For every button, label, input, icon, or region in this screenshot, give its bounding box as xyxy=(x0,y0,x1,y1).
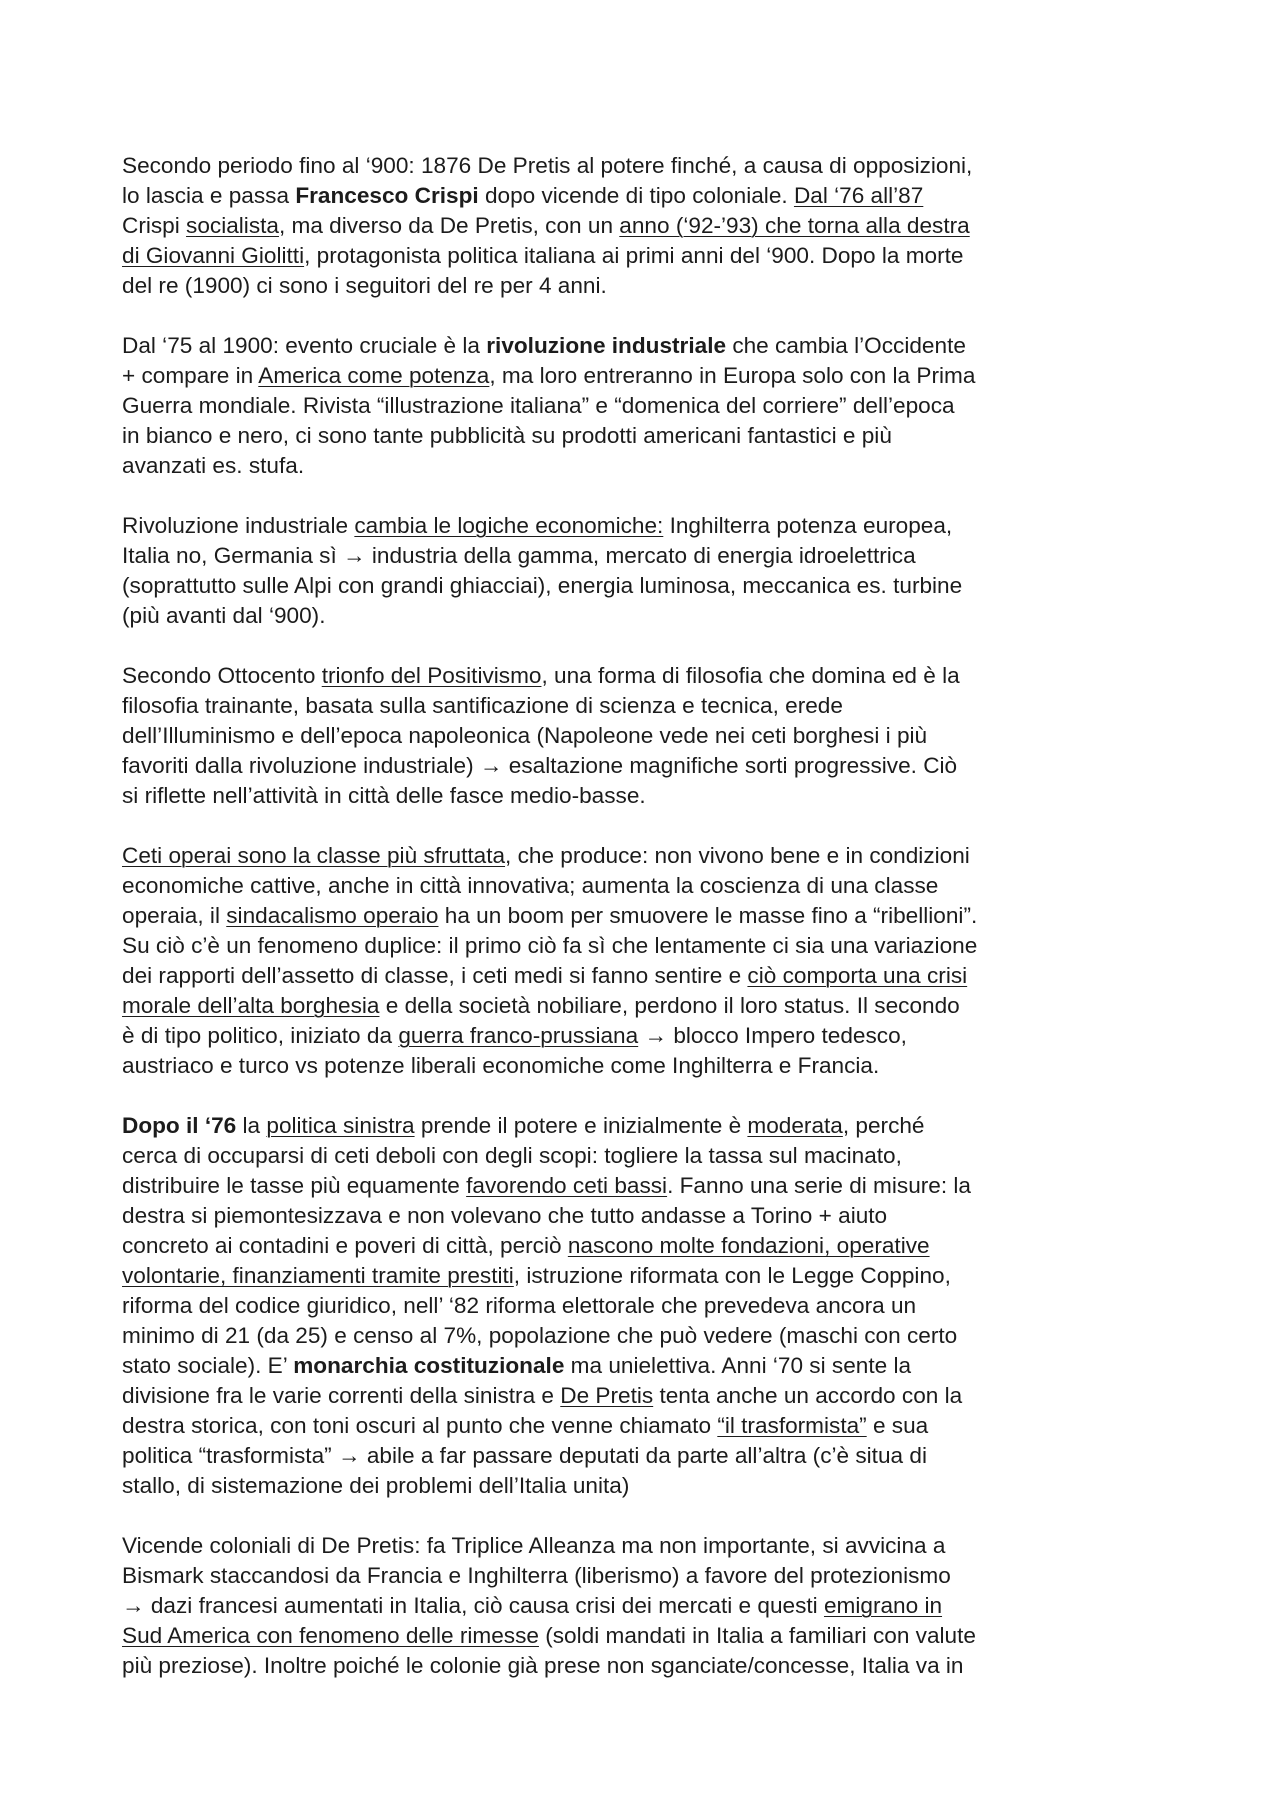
text-line xyxy=(122,1201,1122,1231)
text-run: divisione fra le varie correnti della sinistra e xyxy=(122,1383,561,1408)
text-line xyxy=(122,271,1122,301)
text-run: → blocco Impero tedesco, xyxy=(638,1023,907,1048)
text-run: austriaco e turco vs potenze liberali economiche come Inghilterra e Francia. xyxy=(122,1053,880,1078)
text-run: che cambia l’Occidente xyxy=(726,333,966,358)
text-run: (soldi mandati in Italia a familiari con valute xyxy=(538,1623,976,1648)
bold-text: rivoluzione industriale xyxy=(486,333,727,358)
text-line xyxy=(122,1021,1122,1051)
text-line xyxy=(122,841,1122,871)
text-line xyxy=(122,1621,1122,1651)
text-line xyxy=(122,1651,1122,1681)
text-line xyxy=(122,421,1122,451)
text-line xyxy=(122,661,1122,691)
text-run: (soprattutto sulle Alpi con grandi ghiacciai), energia luminosa, meccanica es. turbine xyxy=(122,573,963,598)
text-line xyxy=(122,181,1122,211)
text-run: Bismark staccandosi da Francia e Inghilterra (liberismo) a favore del protezionismo xyxy=(122,1563,951,1588)
text-line xyxy=(122,391,1122,421)
underlined-text: emigrano in xyxy=(823,1593,943,1618)
text-run: minimo di 21 (da 25) e censo al 7%, popolazione che può vedere (maschi con certo xyxy=(122,1323,958,1348)
text-run: filosofia trainante, basata sulla santificazione di scienza e tecnica, erede xyxy=(122,693,843,718)
paragraph xyxy=(122,511,1122,631)
text-line xyxy=(122,451,1122,481)
text-run: dopo vicende di tipo coloniale. xyxy=(478,183,794,208)
text-run: politica “trasformista” → abile a far passare deputati da parte all’altra (c’è situa di xyxy=(122,1443,927,1468)
text-run: + compare in xyxy=(122,363,259,388)
underlined-text: ciò comporta una crisi xyxy=(747,963,968,988)
text-run: Secondo Ottocento xyxy=(122,663,322,688)
text-run: Dal ‘75 al 1900: evento cruciale è la xyxy=(122,333,487,358)
text-run: ma unielettiva. Anni ‘70 si sente la xyxy=(564,1353,912,1378)
bold-text: monarchia costituzionale xyxy=(293,1353,565,1378)
text-line xyxy=(122,361,1122,391)
text-run: Secondo periodo fino al ‘900: 1876 De Pretis al potere finché, a causa di opposizioni, xyxy=(122,153,973,178)
text-run: avanzati es. stufa. xyxy=(122,453,305,478)
underlined-text: Sud America con fenomeno delle rimesse xyxy=(122,1623,539,1648)
text-line xyxy=(122,1531,1122,1561)
underlined-text: cambia le logiche economiche: xyxy=(354,513,664,538)
text-run: e sua xyxy=(866,1413,929,1438)
text-run: Crispi xyxy=(122,213,187,238)
text-run: , perché xyxy=(842,1113,925,1138)
underlined-text: Dal ‘76 all’87 xyxy=(793,183,924,208)
underlined-text: anno (‘92-’93) che torna alla destra xyxy=(619,213,970,238)
text-line xyxy=(122,1411,1122,1441)
text-line xyxy=(122,1171,1122,1201)
paragraph xyxy=(122,841,1122,1081)
text-line xyxy=(122,331,1122,361)
underlined-text: guerra franco-prussiana xyxy=(398,1023,639,1048)
text-run: , protagonista politica italiana ai primi anni del ‘900. Dopo la morte xyxy=(304,243,964,268)
underlined-text: De Pretis xyxy=(560,1383,654,1408)
text-line xyxy=(122,1441,1122,1471)
underlined-text: morale dell’alta borghesia xyxy=(122,993,380,1018)
text-run: del re (1900) ci sono i seguitori del re per 4 anni. xyxy=(122,273,607,298)
text-run: Rivoluzione industriale xyxy=(122,513,355,538)
underlined-text: “il trasformista” xyxy=(717,1413,867,1438)
underlined-text: trionfo del Positivismo xyxy=(321,663,542,688)
underlined-text: Ceti operai sono la classe più sfruttata xyxy=(122,843,506,868)
text-run: concreto ai contadini e poveri di città, perciò xyxy=(122,1233,568,1258)
text-run: dell’Illuminismo e dell’epoca napoleonica (Napoleone vede nei ceti borghesi i più xyxy=(122,723,928,748)
text-run: (più avanti dal ‘900). xyxy=(122,603,326,628)
text-line xyxy=(122,961,1122,991)
underlined-text: moderata xyxy=(747,1113,843,1138)
text-line xyxy=(122,1261,1122,1291)
underlined-text: sindacalismo operaio xyxy=(226,903,439,928)
text-run: Guerra mondiale. Rivista “illustrazione italiana” e “domenica del corriere” dell’epoca xyxy=(122,393,955,418)
text-run: Vicende coloniali di De Pretis: fa Triplice Alleanza ma non importante, si avvicina a xyxy=(122,1533,946,1558)
text-run: operaia, il xyxy=(122,903,227,928)
underlined-text: politica sinistra xyxy=(266,1113,415,1138)
text-run: destra storica, con toni oscuri al punto che venne chiamato xyxy=(122,1413,718,1438)
paragraph xyxy=(122,661,1122,811)
text-line xyxy=(122,1591,1122,1621)
text-run: riforma del codice giuridico, nell’ ‘82 riforma elettorale che prevedeva ancora un xyxy=(122,1293,917,1318)
text-run: Su ciò c’è un fenomeno duplice: il primo ciò fa sì che lentamente ci sia una variazione xyxy=(122,933,978,958)
paragraph xyxy=(122,1111,1122,1501)
paragraph xyxy=(122,331,1122,481)
text-line xyxy=(122,151,1122,181)
text-line xyxy=(122,1111,1122,1141)
text-line xyxy=(122,211,1122,241)
text-line xyxy=(122,1051,1122,1081)
bold-text: Francesco Crispi xyxy=(295,183,479,208)
text-line xyxy=(122,1291,1122,1321)
text-run: in bianco e nero, ci sono tante pubblicità su prodotti americani fantastici e più xyxy=(122,423,892,448)
text-run: più preziose). Inoltre poiché le colonie già prese non sganciate/concesse, Italia va in xyxy=(122,1653,964,1678)
text-line xyxy=(122,1471,1122,1501)
text-line xyxy=(122,1351,1122,1381)
paragraph xyxy=(122,1531,1122,1681)
underlined-text: di Giovanni Giolitti xyxy=(122,243,305,268)
underlined-text: volontarie, finanziamenti tramite prestiti xyxy=(122,1263,514,1288)
text-line xyxy=(122,871,1122,901)
text-line xyxy=(122,751,1122,781)
text-run: si riflette nell’attività in città delle fasce medio-basse. xyxy=(122,783,646,808)
text-run: , istruzione riformata con le Legge Coppino, xyxy=(513,1263,951,1288)
text-run: , ma loro entreranno in Europa solo con la Prima xyxy=(489,363,976,388)
document-body xyxy=(122,151,1122,1681)
text-line xyxy=(122,541,1122,571)
text-line xyxy=(122,1321,1122,1351)
text-line xyxy=(122,931,1122,961)
underlined-text: America come potenza xyxy=(258,363,490,388)
underlined-text: socialista xyxy=(186,213,279,238)
text-run: favoriti dalla rivoluzione industriale) → esaltazione magnifiche sorti progressive. Ciò xyxy=(122,753,958,778)
text-line xyxy=(122,991,1122,1021)
text-run: ha un boom per smuovere le masse fino a “ribellioni”. xyxy=(438,903,978,928)
underlined-text: favorendo ceti bassi xyxy=(466,1173,668,1198)
text-run: → dazi francesi aumentati in Italia, ciò causa crisi dei mercati e questi xyxy=(122,1593,824,1618)
underlined-text: nascono molte fondazioni, operative xyxy=(567,1233,930,1258)
text-run: economiche cattive, anche in città innovativa; aumenta la coscienza di una classe xyxy=(122,873,939,898)
text-line xyxy=(122,601,1122,631)
text-run: prende il potere e inizialmente è xyxy=(414,1113,748,1138)
text-line xyxy=(122,241,1122,271)
text-run: , che produce: non vivono bene e in condizioni xyxy=(505,843,970,868)
text-run: , una forma di filosofia che domina ed è la xyxy=(541,663,960,688)
text-run: la xyxy=(236,1113,267,1138)
text-line xyxy=(122,1561,1122,1591)
text-line xyxy=(122,571,1122,601)
text-line xyxy=(122,781,1122,811)
text-run: , ma diverso da De Pretis, con un xyxy=(278,213,620,238)
text-line xyxy=(122,691,1122,721)
text-run: è di tipo politico, iniziato da xyxy=(122,1023,399,1048)
text-run: stallo, di sistemazione dei problemi dell’Italia unita) xyxy=(122,1473,630,1498)
text-line xyxy=(122,1231,1122,1261)
text-run: lo lascia e passa xyxy=(122,183,296,208)
text-line xyxy=(122,721,1122,751)
text-run: cerca di occuparsi di ceti deboli con degli scopi: togliere la tassa sul macinato, xyxy=(122,1143,902,1168)
text-run: e della società nobiliare, perdono il loro status. Il secondo xyxy=(379,993,960,1018)
text-line xyxy=(122,1381,1122,1411)
text-line xyxy=(122,1141,1122,1171)
text-run: . Fanno una serie di misure: la xyxy=(667,1173,971,1198)
text-run: tenta anche un accordo con la xyxy=(653,1383,963,1408)
text-line xyxy=(122,901,1122,931)
text-run: dei rapporti dell’assetto di classe, i ceti medi si fanno sentire e xyxy=(122,963,748,988)
text-run: Inghilterra potenza europea, xyxy=(663,513,953,538)
paragraph xyxy=(122,151,1122,301)
bold-text: Dopo il ‘76 xyxy=(122,1113,237,1138)
text-run: stato sociale). E’ xyxy=(122,1353,294,1378)
text-run: Italia no, Germania sì → industria della gamma, mercato di energia idroelettrica xyxy=(122,543,916,568)
text-run: destra si piemontesizzava e non volevano che tutto andasse a Torino + aiuto xyxy=(122,1203,888,1228)
text-run: distribuire le tasse più equamente xyxy=(122,1173,467,1198)
text-line xyxy=(122,511,1122,541)
